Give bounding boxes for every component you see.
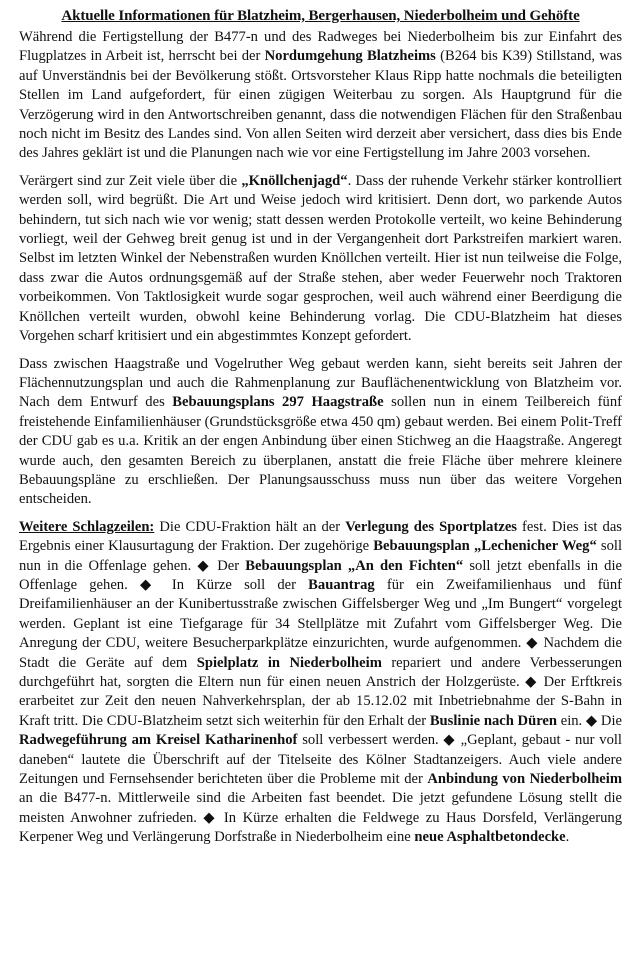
paragraph-weitere-schlagzeilen xyxy=(19,518,622,848)
text-run: . xyxy=(565,829,570,846)
page-title: Aktuelle Informationen für Blatzheim, Bergerhausen, Niederbolheim und Gehöfte xyxy=(61,8,580,24)
bold-term: Bauantrag xyxy=(308,576,375,593)
bold-term: Verlegung des Sportplatzes xyxy=(345,518,517,535)
paragraph-knoellchenjagd xyxy=(19,172,622,347)
paragraph-bebauungsplan xyxy=(19,355,622,510)
text-run: soll jetzt ebenfalls in die Offenlage gehen. ◆ In Kürze soll der xyxy=(19,557,622,593)
bold-term: Radwegeführung am Kreisel Katharinenhof xyxy=(19,732,298,749)
bold-term: Bebauungsplan „An den Fichten“ xyxy=(245,557,464,574)
text-run: an die B477-n. Mittlerweile sind die Arbeiten fast beendet. Die jetzt gefundene Lösung stellt die meisten Anwohner zufrieden. ◆ In Kürze erhalten die Feldwege zu Haus Dorsfeld, Verlängerung Kerpener Weg und Verlängerung Dorfstraße in Niederbolheim eine xyxy=(19,790,622,846)
paragraph-nordumgehung xyxy=(19,28,622,164)
bold-term: Anbindung von Niederbolheim xyxy=(427,771,622,788)
section-heading: Weitere Schlagzeilen: xyxy=(19,518,155,535)
text-run: soll nun in die Offenlage gehen. ◆ Der xyxy=(19,538,622,574)
text-run: Dass zwischen Haagstraße und Vogelruther Weg gebaut werden kann, sieht bereits seit Jahren der Flächennutzungsplan und auch die Rahmenplanung zur Bauflächenentwicklung von Blatzheim vor. Nach dem Entwurf des xyxy=(19,355,622,411)
text-run: (B264 bis K39) Stillstand, was auf Unverständnis bei der Bevölkerung stößt. Ortsvorsteher Klaus Ripp hatte nochmals die beteiligten Stellen im Land aufgefordert, für einen zügigen Weiterbau zu sorgen. Als Hauptgrund für die Verzögerung wird in den Antwortschreiben genannt, dass die notwendigen Flächen für den Straßenbau noch nicht im Besitz des Landes sind. Von allen Seiten wird derzeit aber versichert, dass dies bis Ende des Jahres geklärt ist und die Planungen nach wie vor eine Fertigstellung im Jahre 2003 vorsehen. xyxy=(19,48,622,162)
text-run: soll verbessert werden. ◆ „Geplant, gebaut - nur voll daneben“ lautete die Überschrift auf der Titelseite des Kölner Stadtanzeigers. Auch viele andere Zeitungen und Fernsehsender berichteten über die Probleme mit der xyxy=(19,732,622,788)
text-run: Die CDU-Fraktion hält an der xyxy=(154,518,346,535)
text-run: sollen nun in einem Teilbereich fünf freistehende Einfamilienhäuser (Grundstücksgröße etwa 450 qm) gebaut werden. Bei einem Polit-Treff der CDU gab es u.a. Kritik an der engen Anbindung über einen Stichweg an die Haagstraße. Angeregt wurde auch, den gesamten Bereich zu überplanen, anstatt die freie Fläche über mehrere kleinere Bebauungspläne zu erschließen. Der Planungsausschuss muss nun über das weitere Vorgehen entscheiden. xyxy=(19,394,622,508)
bold-term: Spielplatz in Niederbolheim xyxy=(196,654,382,671)
bold-term: Bebauungsplans 297 Haagstraße xyxy=(172,394,384,411)
bold-term: „Knöllchenjagd“ xyxy=(241,172,348,189)
text-run: Verärgert sind zur Zeit viele über die xyxy=(19,172,242,189)
text-run: repariert und andere Verbesserungen durchgeführt hat, sorgten die Eltern nun für einen neuen Anstrich der Holzgerüste. ◆ Der Erftkreis erarbeitet zur Zeit den neuen Nahverkehrsplan, der ab 15.12.02 mit Inbetriebnahme der S-Bahn in Kraft tritt. Die CDU-Blatzheim setzt sich weiterhin für den Erhalt der xyxy=(19,654,623,729)
text-run: für ein Zweifamilienhaus und fünf Dreifamilienhäuser an der Kunibertusstraße zwischen Giffelsberger Weg und „Im Bungert“ vorgelegt werden. Geplant ist eine Tiefgarage für 34 Stellplätze mit Zufahrt vom Giffelsberger Weg. Die Anregung der CDU, weitere Besucherparkplätze einzurichten, wurde aufgenommen. ◆ Nachdem die Stadt die Geräte auf dem xyxy=(19,576,623,671)
text-run: fest. Dies ist das Ergebnis einer Klausurtagung der Fraktion. Der zugehörige xyxy=(19,518,622,555)
text-run: ein. ◆ Die xyxy=(557,712,622,729)
text-run: . Dass der ruhende Verkehr stärker kontrolliert werden soll, wird begrüßt. Die Art und Weise jedoch wird kritisiert. Denn dort, wo parkende Autos behindern, tut sich nach wie vor wenig; statt dessen werden Protokolle verteilt, wo keine Behinderung vorliegt, weil der Gehweg breit genug ist und in der Vergangenheit dort Parkstreifen markiert waren. Selbst im letzten Winkel der Nebenstraßen wurden Knöllchen verteilt. Hier ist nun teilweise die Folge, dass zwar die Autos ordnungsgemäß auf der Straße stehen, aber weder Feuerwehr noch Traktoren vorbeikommen. Von Taktlosigkeit wurde sogar gesprochen, weil auch während einer Beerdigung die Knöllchen verteilt wurden, obwohl keine Behinderung vorlag. Die CDU-Blatzheim hat dieses Vorgehen scharf kritisiert und ein abgestimmtes Konzept gefordert. xyxy=(19,172,622,345)
bold-term: neue Asphaltbetondecke xyxy=(414,829,566,846)
bold-term: Bebauungsplan „Lechenicher Weg“ xyxy=(373,538,597,555)
bold-term: Buslinie nach Düren xyxy=(429,712,558,729)
bold-term: Nordumgehung Blatzheims xyxy=(264,48,436,65)
text-run: Während die Fertigstellung der B477-n und des Radweges bei Niederbolheim bis zur Einfahrt des Flugplatzes in Arbeit ist, herrscht bei der xyxy=(19,29,622,65)
